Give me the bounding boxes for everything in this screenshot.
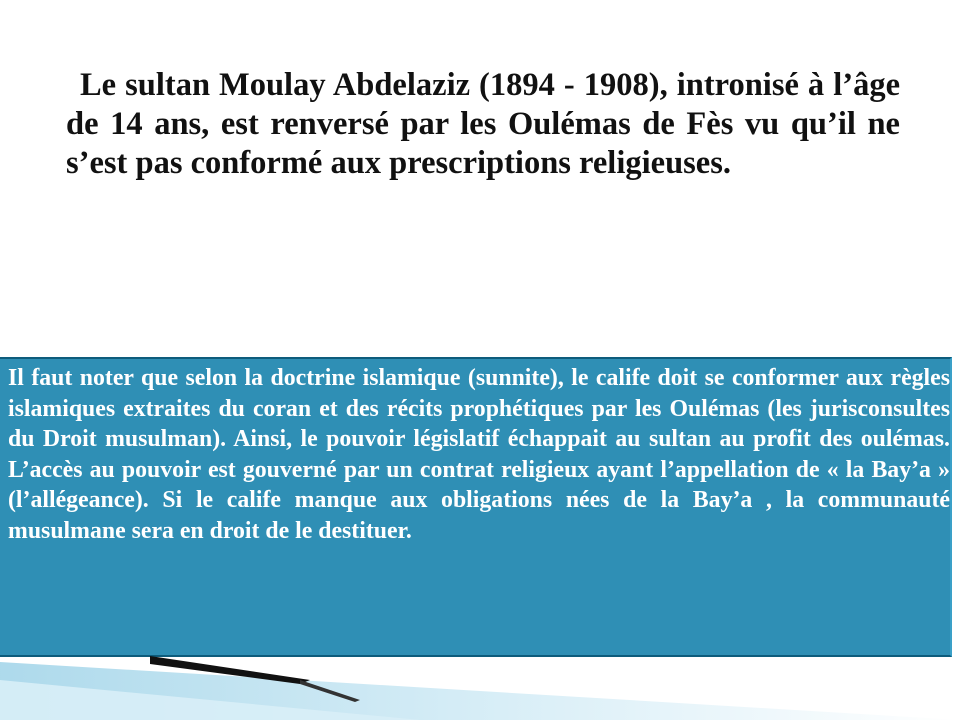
ribbon-decoration	[0, 640, 960, 720]
intro-paragraph: Le sultan Moulay Abdelaziz (1894 - 1908), intronisé à l’âge de 14 ans, est renversé par les Oulémas de Fès vu qu’il ne s’est pas conformé aux prescriptions religieuses.	[66, 67, 900, 181]
box-paragraph: Il faut noter que selon la doctrine islamique (sunnite), le calife doit se conformer aux règles islamiques extraites du coran et des récits prophétiques par les Oulémas (les jurisconsultes du Droit musulman). Ainsi, le pouvoir législatif échappait au sultan au profit des oulémas. L’accès au pouvoir est gouverné par un contrat religieux ayant l’appellation de « la Bay’a » (l’allégeance). Si le calife manque aux obligations nées de la Bay’a , la communauté musulmane sera en droit de le destituer.	[8, 365, 950, 544]
highlight-box	[0, 357, 952, 657]
